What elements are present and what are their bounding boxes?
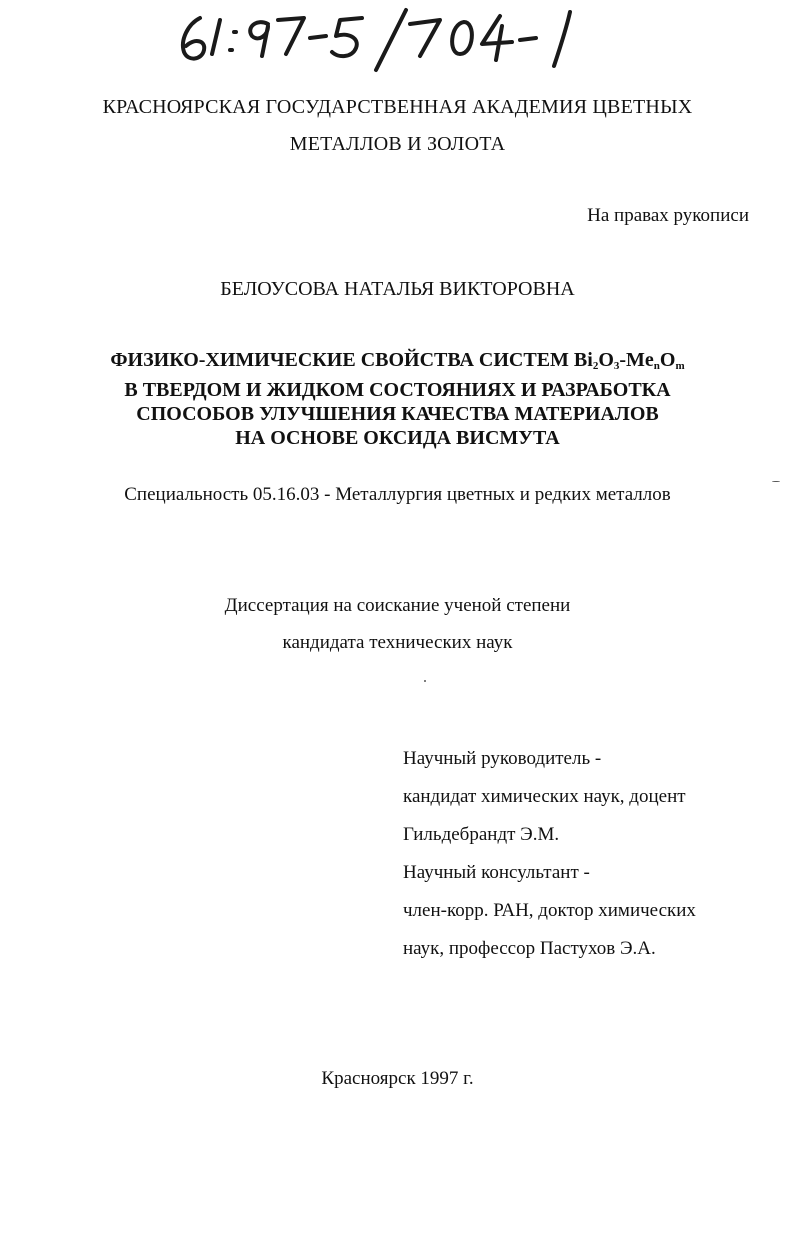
handwritten-archive-number-drawing bbox=[170, 4, 610, 74]
dissertation-title bbox=[0, 348, 795, 450]
advisor-line: кандидат химических наук, доцент bbox=[403, 786, 686, 807]
title-sub-2: 3 bbox=[613, 360, 620, 372]
institution-line-1: КРАСНОЯРСКАЯ ГОСУДАРСТВЕННАЯ АКАДЕМИЯ ЦВЕТНЫХ bbox=[102, 96, 693, 118]
title-line-1-text: ФИЗИКО-ХИМИЧЕСКИЕ СВОЙСТВА СИСТЕМ Bi bbox=[110, 349, 593, 371]
advisors-block bbox=[403, 740, 696, 968]
author-name: БЕЛОУСОВА НАТАЛЬЯ ВИКТОРОВНА bbox=[220, 278, 575, 300]
specialty-line: Специальность 05.16.03 - Металлургия цветных и редких металлов bbox=[124, 484, 671, 505]
institution-line-2: МЕТАЛЛОВ И ЗОЛОТА bbox=[289, 133, 506, 155]
scan-speck bbox=[424, 680, 426, 682]
title-line-2: В ТВЕРДОМ И ЖИДКОМ СОСТОЯНИЯХ И РАЗРАБОТКА bbox=[124, 379, 671, 401]
manuscript-rights-note: На правах рукописи bbox=[587, 205, 749, 226]
title-line-1-mid3: O bbox=[659, 349, 676, 371]
handwritten-archive-number bbox=[170, 4, 610, 74]
title-sub-1: 2 bbox=[592, 360, 599, 372]
dissertation-line-2: кандидата технических наук bbox=[282, 632, 513, 653]
title-line-1 bbox=[0, 348, 795, 378]
scan-speck bbox=[772, 481, 780, 482]
title-line-1-mid2: -Me bbox=[619, 349, 654, 371]
title-line-3: СПОСОБОВ УЛУЧШЕНИЯ КАЧЕСТВА МАТЕРИАЛОВ bbox=[136, 403, 659, 425]
advisor-line: наук, профессор Пастухов Э.А. bbox=[403, 938, 656, 959]
title-sub-3: n bbox=[653, 360, 660, 372]
title-line-4: НА ОСНОВЕ ОКСИДА ВИСМУТА bbox=[235, 427, 560, 449]
advisor-line: Гильдебрандт Э.М. bbox=[403, 824, 560, 845]
advisor-line: Научный консультант - bbox=[403, 862, 590, 883]
advisor-line: член-корр. РАН, доктор химических bbox=[403, 900, 696, 921]
city-year: Красноярск 1997 г. bbox=[321, 1068, 474, 1089]
advisor-line: Научный руководитель - bbox=[403, 748, 602, 769]
dissertation-line-1: Диссертация на соискание ученой степени bbox=[224, 595, 571, 616]
title-sub-4: m bbox=[675, 360, 685, 372]
title-line-1-mid: O bbox=[598, 349, 614, 371]
